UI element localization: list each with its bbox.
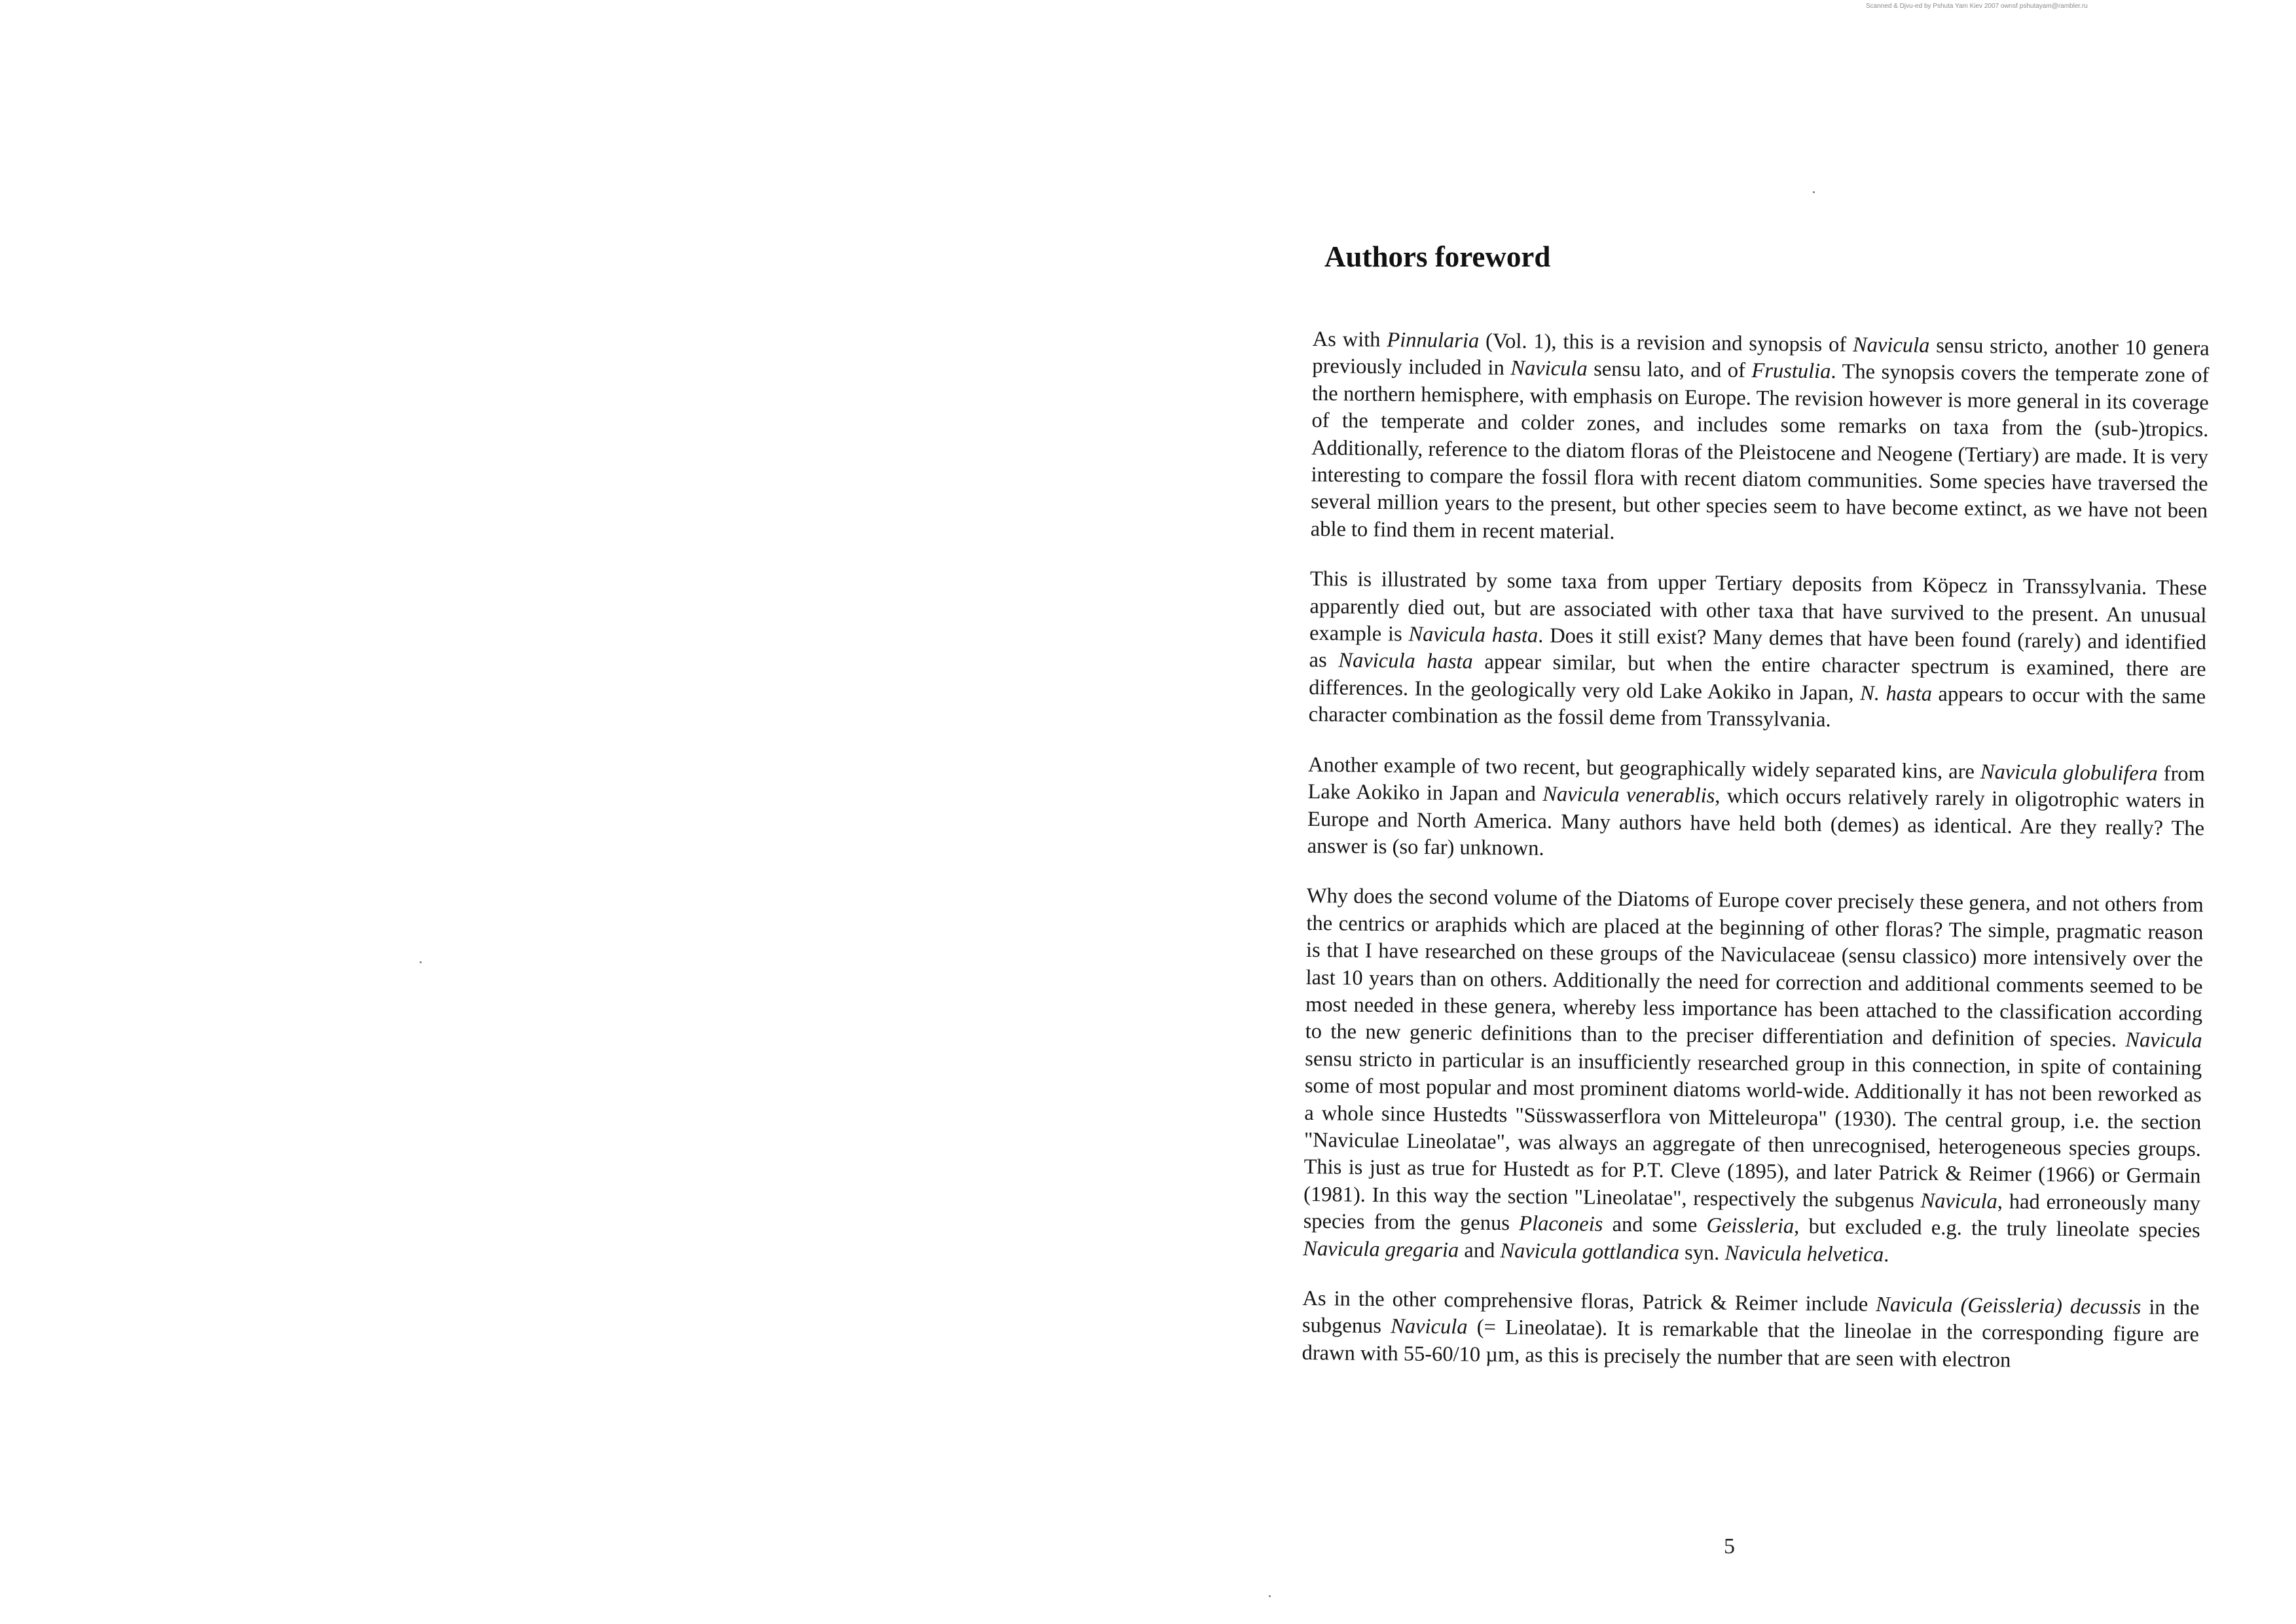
italic-term: Navicula venerablis — [1542, 782, 1715, 808]
foreword-paragraph — [1303, 883, 2204, 1272]
italic-term: Navicula — [1391, 1314, 1468, 1339]
page-title: Authors foreword — [1324, 240, 1551, 273]
italic-term: Geissleria — [1706, 1213, 1795, 1238]
italic-term: Placoneis — [1519, 1211, 1603, 1236]
paragraph-text: and some — [1603, 1212, 1707, 1238]
scan-speck — [1813, 191, 1815, 193]
paragraph-text: appears to occur with the same character combination as the fossil deme from Transsylvania. — [1308, 682, 2206, 732]
paragraph-text: . — [1884, 1242, 1889, 1266]
paragraph-text: Another example of two recent, but geographically widely separated kins, are — [1307, 752, 1981, 784]
paragraph-text: , had erroneously many species from the genus — [1303, 1189, 2201, 1236]
foreword-paragraph — [1309, 566, 2208, 738]
italic-term: Navicula — [1510, 356, 1588, 381]
foreword-paragraph — [1307, 752, 2205, 870]
italic-term: Navicula gregaria — [1303, 1236, 1459, 1263]
paragraph-text: , which occurs relatively rarely in oligotrophic waters in Europe and North America. Many authors have held both (demes) as identical. Are they really? The answer is (so far) unknown. — [1307, 784, 2205, 860]
italic-term: Pinnularia — [1387, 328, 1480, 353]
italic-term: Navicula hasta — [1408, 622, 1539, 648]
paragraph-text: sensu stricto, another 10 genera previously included in — [1312, 333, 2210, 380]
paragraph-text: As in the other comprehensive floras, Patrick & Reimer include — [1302, 1286, 1876, 1317]
italic-term: Frustulia — [1751, 359, 1831, 384]
paragraph-text: appear similar, but when the entire character spectrum is examined, there are differences. In the geologically very old Lake Aokiko in Japan, — [1309, 650, 2206, 705]
italic-term: Navicula gottlandica — [1500, 1238, 1680, 1264]
paragraph-text: and — [1459, 1238, 1501, 1263]
scan-speck — [1269, 1595, 1271, 1597]
right-page — [1148, 0, 2296, 1624]
italic-term: Navicula — [1920, 1189, 1998, 1213]
paragraph-text: (= Lineolatae). It is remarkable that the lineolae in the corresponding figure are drawn with 55-60/10 µm, as this is precisely the number that are seen with electron — [1302, 1315, 2200, 1373]
paragraph-text: in the subgenus — [1302, 1295, 2200, 1338]
paragraph-text: . Does it still exist? Many demes that have been found (rarely) and identified as — [1309, 623, 2207, 673]
foreword-paragraph — [1302, 1285, 2199, 1376]
paragraph-text: , but excluded e.g. the truly lineolate species — [1794, 1214, 2200, 1243]
italic-term: N. hasta — [1860, 681, 1933, 706]
paragraph-text: . The synopsis covers the temperate zone of the northern hemisphere, with emphasis on Europe. The revision however is more general in its coverage of the temperate and colder zones, and includes some remarks on taxa from the (sub-)tropics. Additionally, reference to the diatom floras of the Pleistocene and Neogene (Tertiary) are made. It is very interesting to compare the fossil flora with recent diatom communities. Some species have traversed the several million years to the present, but other species seem to have become extinct, as we have not been able to find them in recent material. — [1310, 360, 2210, 544]
foreword-body — [1302, 326, 2210, 1399]
paragraph-text: (Vol. 1), this is a revision and synopsis of — [1479, 329, 1853, 357]
italic-term: Navicula hasta — [1338, 648, 1473, 674]
paragraph-text: This is illustrated by some taxa from upper Tertiary deposits from Köpecz in Transsylvania. These apparently died out, but are associated with other taxa that have survived to the present. An unusual example is — [1309, 567, 2208, 646]
paragraph-text: syn. — [1679, 1240, 1725, 1265]
italic-term: Navicula (Geissleria) decussis — [1876, 1293, 2141, 1320]
paragraph-text: Why does the second volume of the Diatoms of Europe cover precisely these genera, and not others from the centrics or araphids which are placed at the beginning of other floras? The simple, pragmatic reason is that I have researched on these groups of the Naviculaceae (sensu classico) more intensively over the last 10 years than on others. Additionally the need for correction and additional comments seemed to be most needed in these genera, whereby less importance has been attached to the classification according to the new generic definitions than to the preciser differentiation and definition of species. — [1305, 884, 2204, 1052]
italic-term: Navicula helvetica — [1724, 1241, 1884, 1266]
italic-term: Navicula — [2125, 1028, 2202, 1053]
paragraph-text: As with — [1312, 327, 1387, 352]
page-number: 5 — [1724, 1534, 1735, 1559]
scan-credit-text: Scanned & Djvu-ed by Pshuta Yam Kiev 2007 ownsf pshutayam@rambler.ru — [1866, 3, 2088, 10]
italic-term: Navicula globulifera — [1980, 760, 2158, 786]
paragraph-text: sensu stricto in particular is an insufficiently researched group in this connection, in spite of containing some of most popular and most prominent diatoms world-wide. Additionally it has not been reworked as a whole since Hustedts "Süsswasserflora von Mitteleuropa" (1930). The central group, i.e. the section "Naviculae Lineolatae", was always an aggregate of then unrecognised, heterogeneous species groups. This is just as true for Hustedt as for P.T. Cleve (1895), and later Patrick & Reimer (1966) or Germain (1981). In this way the section "Lineolatae", respectively the subgenus — [1303, 1046, 2202, 1213]
paragraph-text: sensu lato, and of — [1587, 357, 1752, 383]
paragraph-text: from Lake Aokiko in Japan and — [1307, 762, 2206, 806]
italic-term: Navicula — [1852, 333, 1930, 358]
scan-speck — [420, 961, 422, 963]
foreword-paragraph — [1311, 326, 2210, 553]
